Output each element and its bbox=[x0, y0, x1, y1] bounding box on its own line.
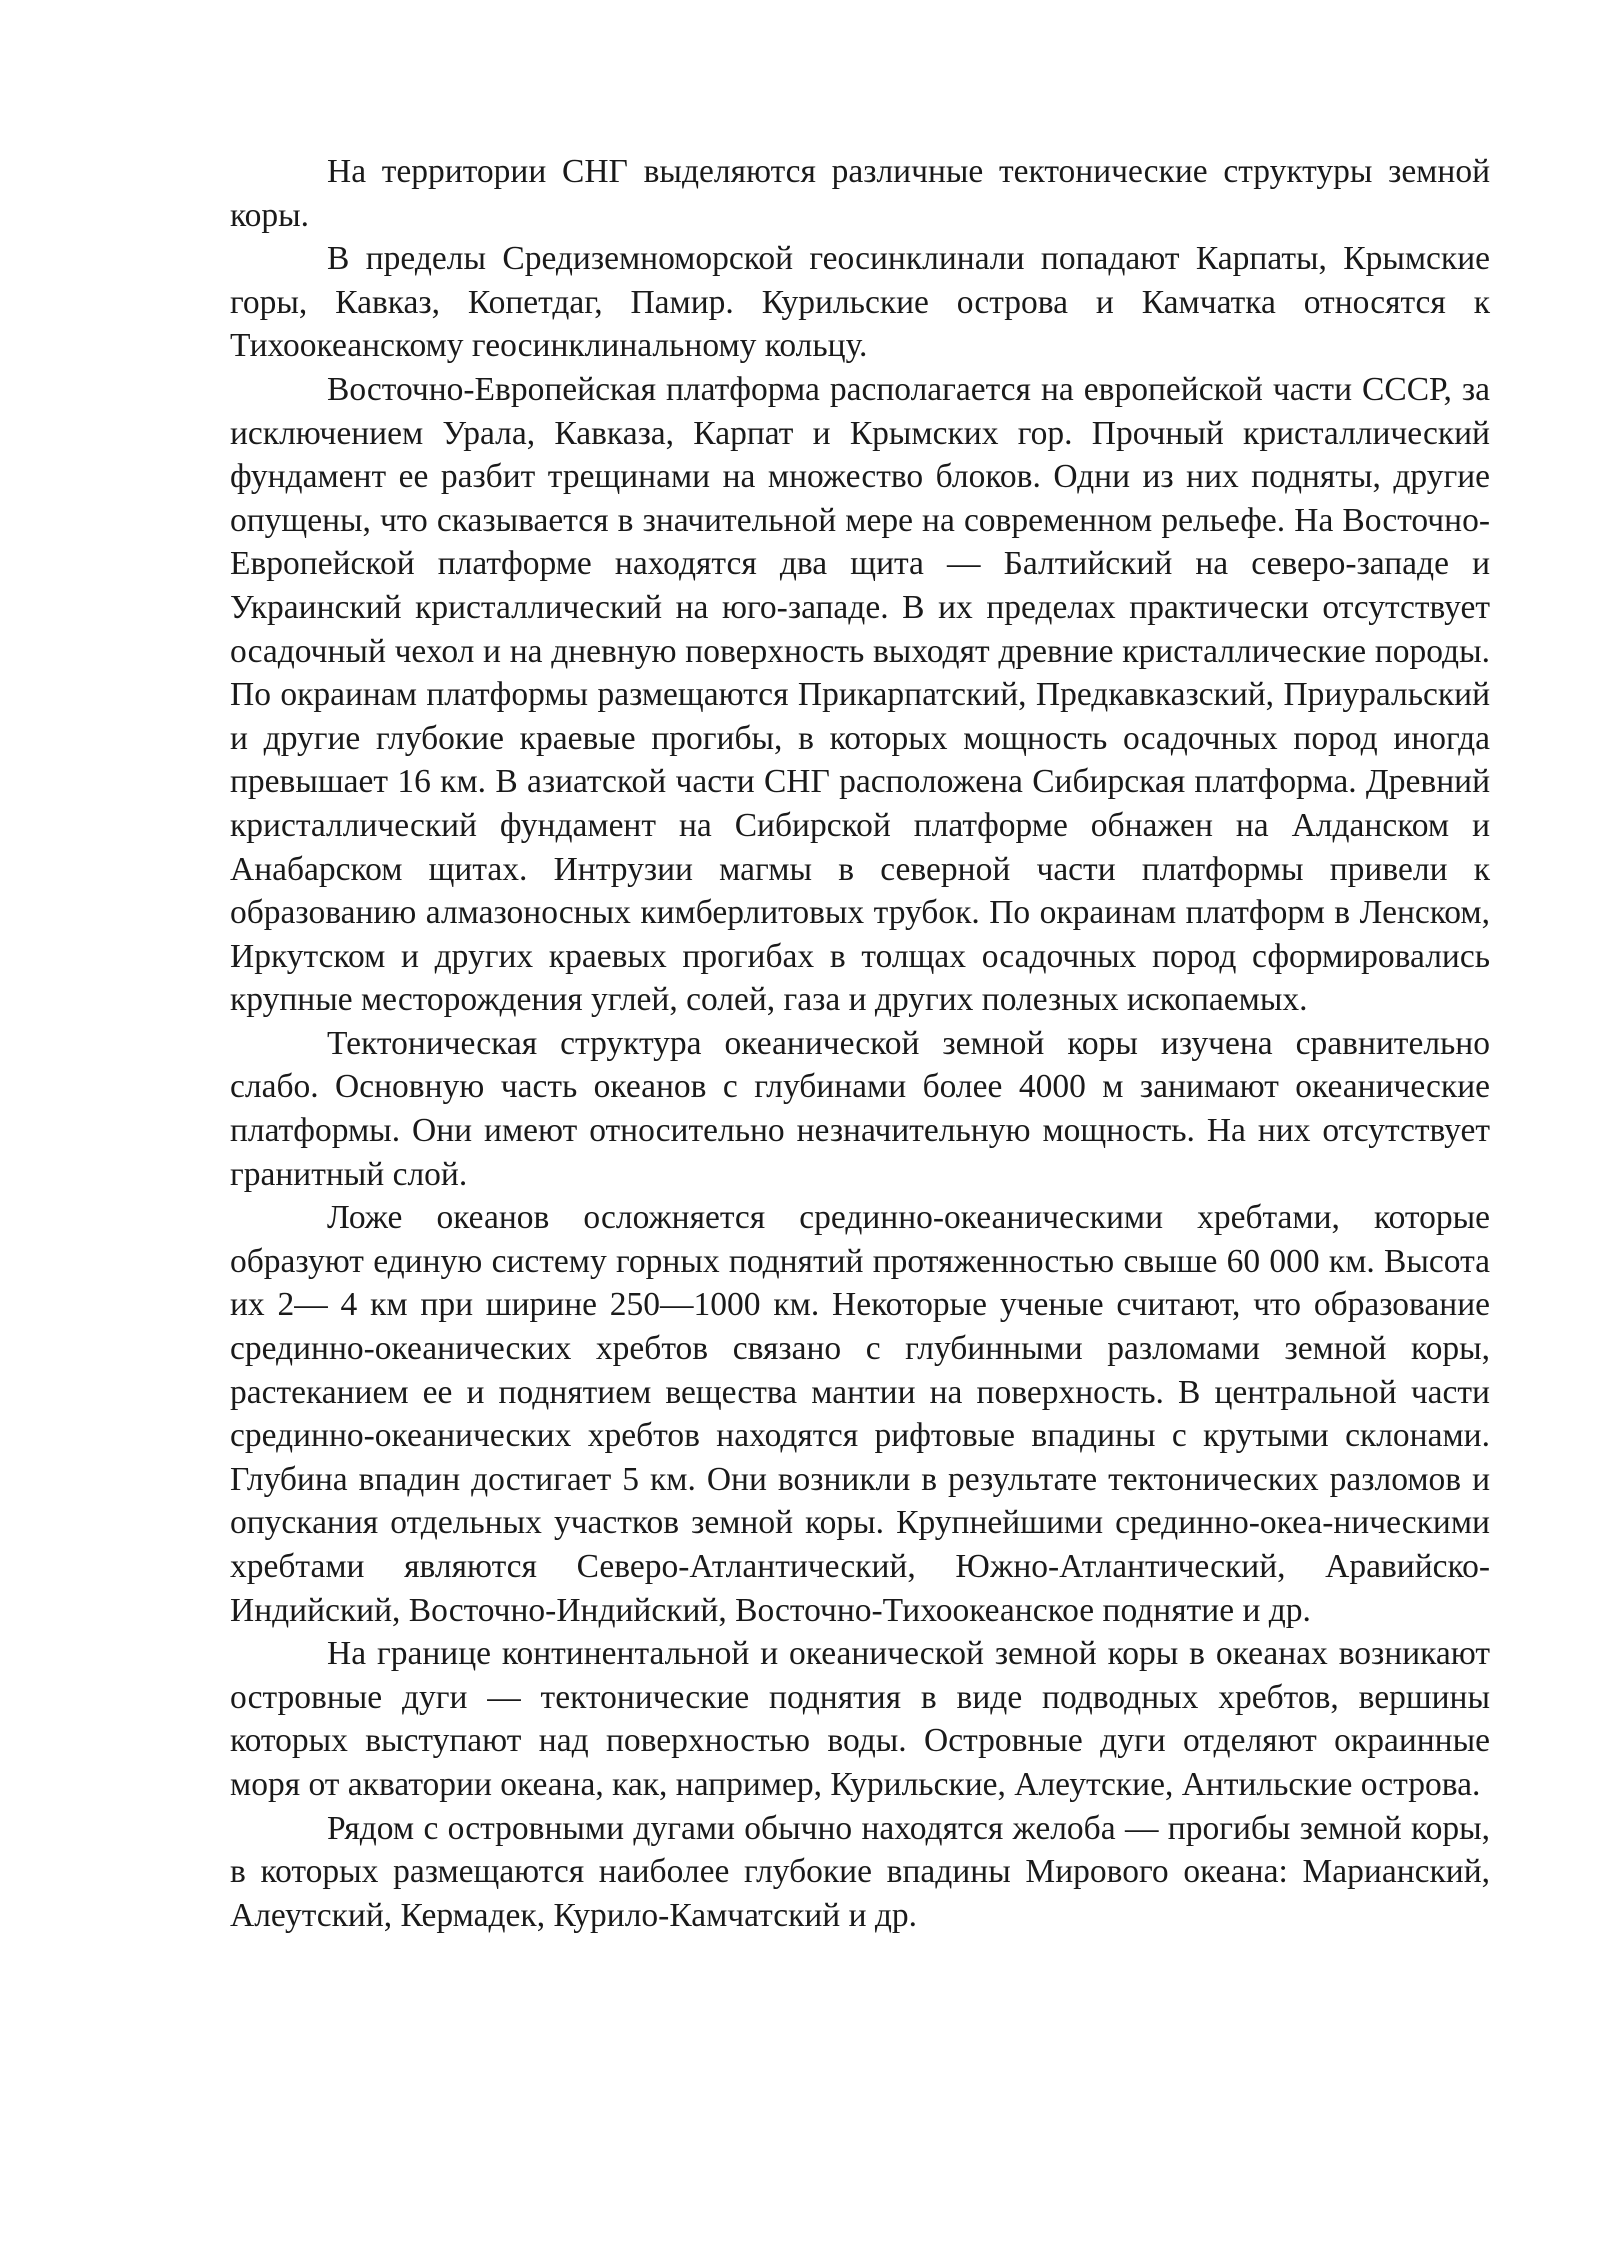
paragraph-6: На границе континентальной и океанической земной коры в океанах возникают островные дуги — тектонические поднятия в виде подводных хребтов, вершины которых выступают над поверхностью воды. Островные дуги отделяют окраинные моря от акватории океана, как, например, Курильские, Алеутские, Антильские острова. bbox=[230, 1635, 1490, 1803]
document-body bbox=[230, 150, 1490, 1937]
paragraph-5: Ложе океанов осложняется срединно-океаническими хребтами, которые образуют единую систему горных поднятий протяженностью свыше 60 000 км. Высота их 2— 4 км при ширине 250—1000 км. Некоторые ученые считают, что образование срединно-океанических хребтов связано с глубинными разломами земной коры, растеканием ее и поднятием вещества мантии на поверхность. В центральной части срединно-океанических хребтов находятся рифтовые впадины с крутыми склонами. Глубина впадин достигает 5 км. Они возникли в результате тектонических разломов и опускания отдельных участков земной коры. Крупнейшими срединно-океа-ническими хребтами являются Северо-Атлантический, Южно-Атлантический, Аравийско-Индийский, Восточно-Индийский, Восточно-Тихоокеанское поднятие и др. bbox=[230, 1199, 1490, 1629]
paragraph-4: Тектоническая структура океанической земной коры изучена сравнительно слабо. Основную часть океанов с глубинами более 4000 м занимают океанические платформы. Они имеют относительно незначительную мощность. На них отсутствует гранитный слой. bbox=[230, 1024, 1490, 1193]
paragraph-1: На территории СНГ выделяются различные тектонические структуры земной коры. bbox=[230, 153, 1490, 234]
paragraph-3: Восточно-Европейская платформа располагается на европейской части СССР, за исключением Урала, Кавказа, Карпат и Крымских гор. Прочный кристаллический фундамент ее разбит трещинами на множество блоков. Одни из них подняты, другие опущены, что сказывается в значительной мере на современном рельефе. На Восточно-Европейской платформе находятся два щита — Балтийский на северо-западе и Украинский кристаллический на юго-западе. В их пределах практически отсутствует осадочный чехол и на дневную поверхность выходят древние кристаллические породы. По окраинам платформы размещаются Прикарпатский, Предкавказский, Приуральский и другие глубокие краевые прогибы, в которых мощность осадочных пород иногда превышает 16 км. В азиатской части СНГ расположена Сибирская платформа. Древний кристаллический фундамент на Сибирской платформе обнажен на Алданском и Анабарском щитах. Интрузии магмы в северной части платформы привели к образованию алмазоносных кимберлитовых трубок. По окраинам платформ в Ленском, Иркутском и других краевых прогибах в толщах осадочных пород сформировались крупные месторождения углей, солей, газа и других полезных ископаемых. bbox=[230, 370, 1490, 1019]
paragraph-7: Рядом с островными дугами обычно находятся желоба — прогибы земной коры, в которых размещаются наиболее глубокие впадины Мирового океана: Марианский, Алеутский, Кермадек, Курило-Камчатский и др. bbox=[230, 1809, 1490, 1934]
paragraph-2: В пределы Средиземноморской геосинклинали попадают Карпаты, Крымские горы, Кавказ, Копетдаг, Памир. Курильские острова и Камчатка относятся к Тихоокеанскому геосинклинальному кольцу. bbox=[230, 240, 1490, 365]
